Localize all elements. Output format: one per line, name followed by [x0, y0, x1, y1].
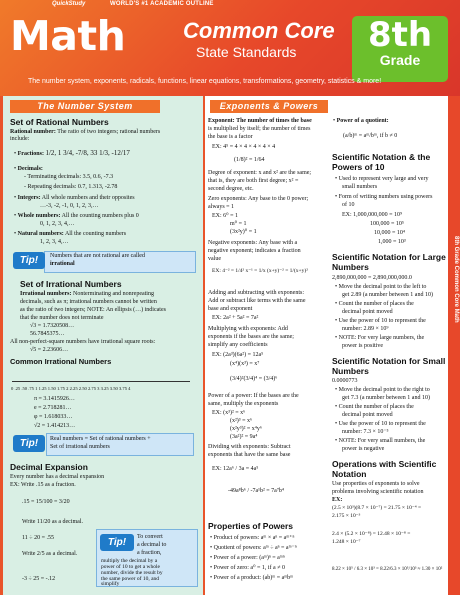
r-q1: • Power of a quotient: — [333, 118, 389, 124]
m-line-4: EX: 4⁵ = 4 × 4 × 4 × 4 × 4 — [212, 144, 276, 150]
pp-2-text: Quotient of powers: aᵐ ÷ aⁿ = aᵐ⁻ⁿ — [213, 545, 297, 551]
grade-number: 8th — [367, 15, 433, 55]
pp-4-text: Power of zero: a⁰ = 1, if a ≠ 0 — [213, 565, 286, 571]
m-line-3: the base is a factor — [208, 134, 253, 140]
sn-1: • Used to represent very large and very — [335, 176, 429, 182]
irr-list-1: π = 3.1415926… — [34, 396, 75, 402]
irr-term: Irrational numbers: — [20, 291, 72, 297]
m-line-36: EX: 12a⁶ / 3a = 4a⁵ — [212, 466, 259, 472]
integers-values: …-3, -2, -1, 0, 1, 2, 3,… — [40, 203, 99, 209]
irr-line-4: that the number does not terminate — [20, 315, 104, 321]
rational-def-text: The ratio of two integers; rational numbers — [57, 129, 161, 135]
m-line-23: exponents if the bases are the same; — [208, 334, 294, 340]
m-line-25: EX: (2a³)(6a²) = 12a⁵ — [212, 352, 264, 358]
r-q1-text: Power of a quotient: — [336, 118, 389, 124]
ln-8-text: NOTE: For very large numbers, the — [338, 335, 425, 341]
sm-4-text: Count the number of places the — [338, 404, 414, 410]
irr-line-5: √3 = 1.7320508… — [30, 323, 75, 329]
header-banner — [0, 0, 460, 96]
dec-line-3: .15 = 15/100 = 3/20 — [22, 499, 70, 505]
irr-text-1: Nonterminating and nonrepeating — [73, 291, 154, 297]
irr-line-3: as the ratio of two integers; NOTE: An ellipsis (…) indicates — [20, 307, 166, 313]
m-line-15: negative exponent; indicates a fraction — [208, 248, 301, 254]
whole-values: 0, 1, 2, 3, 4,… — [40, 221, 75, 227]
ln-3: get 2.89 (a number between 1 and 10) — [342, 292, 433, 298]
brand-tagline: WORLD'S #1 ACADEMIC OUTLINE — [110, 1, 214, 7]
numline-ticks: 0 .25 .50 .75 1 1.25 1.50 1.75 2 2.25 2.50 2.75 3 3.25 3.50 3.75 4 — [11, 386, 131, 391]
op-8: 8.22 × 10⁵ / 6.3 × 10³ = 8.22/6.3 × 10⁵/10³ ≈ 1.30 × 10² — [332, 567, 443, 572]
sm-8-text: NOTE: For very small numbers, the — [338, 438, 426, 444]
pp-line-4: • Power of zero: a⁰ = 1, if a ≠ 0 — [210, 565, 286, 571]
op-3: EX: — [332, 497, 343, 503]
integers-row: • Integers: All whole numbers and their opposites — [14, 195, 135, 201]
tip1-text-1: Numbers that are not rational are called — [50, 253, 145, 259]
m-line-6: Degree of exponent: x and x² are the same; — [208, 170, 312, 176]
irr-line-7: All non-perfect-square numbers have irrational square roots: — [10, 339, 156, 345]
op-title-1: Operations with Scientific — [332, 459, 437, 469]
whole-text: All the counting numbers plus 0 — [61, 213, 139, 219]
ln-8: • NOTE: For very large numbers, the — [335, 335, 425, 341]
decimals-row: • Decimals: — [14, 166, 43, 172]
fractions-values: 1/2, 1 3/4, -7/8, 33 1/3, -12/17 — [45, 149, 130, 157]
irr-line-1 — [20, 291, 154, 298]
ln-5: decimal point moved — [342, 309, 393, 315]
m-line-37: -49a⁸b⁶ / -7a¹b² = 7a⁷b⁴ — [228, 488, 285, 494]
decimals-label: Decimals: — [17, 166, 43, 172]
side-strip — [448, 96, 460, 595]
fractions-label: Fractions: — [17, 151, 44, 157]
sm-title-2: Numbers — [332, 366, 369, 376]
pp-1-text: Product of powers: aᵐ × aⁿ = aᵐ⁺ⁿ — [213, 535, 295, 541]
sm-4: • Count the number of places the — [335, 404, 414, 410]
sm-5: decimal point moved — [342, 412, 393, 418]
r-q2: (a/b)ᵐ = aᵐ/bᵐ, if b ≠ 0 — [343, 133, 398, 139]
tip3-line-8: simplify — [101, 581, 120, 587]
m-line-18: Adding and subtracting with exponents: — [208, 290, 304, 296]
sn-5: EX: 1,000,000,000 = 10⁹ — [342, 212, 403, 218]
tip3-line-6: number, divide the result by — [101, 570, 163, 576]
section-exponents: Exponents & Powers — [210, 100, 328, 113]
tip3-line-7: the same power of 10, and — [101, 576, 160, 582]
m-line-16: value — [208, 256, 221, 262]
natural-row: • Natural numbers: All the counting numbers — [14, 231, 127, 237]
tip1-text-2: irrational — [50, 261, 75, 267]
m-line-14: Negative exponents: Any base with a — [208, 240, 298, 246]
sm-3: get 7.3 (a number between 1 and 10) — [342, 395, 430, 401]
ln-2-text: Move the decimal point to the left to — [338, 284, 427, 290]
ln-1: 2,890,000,000 = 2,890,000,000.0 — [332, 275, 412, 281]
tip2-text-2: Set of irrational numbers — [50, 444, 110, 450]
grade-badge — [352, 16, 448, 82]
sn-8: 1,000 = 10³ — [378, 239, 406, 245]
sm-6: • Use the power of 10 to represent the — [335, 421, 426, 427]
integers-text: All whole numbers and their opposites — [41, 195, 135, 201]
integers-label: Integers: — [17, 195, 41, 201]
page-title: Math — [10, 12, 126, 60]
natural-values: 1, 2, 3, 4,… — [40, 239, 69, 245]
ln-9: power is positive — [342, 343, 383, 349]
tip3-line-1: To convert — [137, 534, 163, 540]
m-line-7: that is, they are both first degree; x² = — [208, 178, 299, 184]
op-5: 2.175 × 10⁻³ — [332, 513, 361, 519]
op-6: 2.4 × (5.2 × 10⁻⁸) = 12.48 × 10⁻⁸ = — [332, 531, 411, 537]
dec-line-2: EX: Write .15 as a fraction. — [10, 482, 76, 488]
dec-line-7: -3 ÷ 25 = -.12 — [22, 576, 56, 582]
dec-line-1: Every number has a decimal expansion — [10, 474, 105, 480]
sm-9: power is negative — [342, 446, 385, 452]
subtitle-state-standards: State Standards — [196, 44, 297, 60]
numline-title: Common Irrational Numbers — [10, 357, 112, 366]
ln-2: • Move the decimal point to the left to — [335, 284, 427, 290]
natural-text: All the counting numbers — [64, 231, 127, 237]
pp-line-5: • Power of a product: (ab)ᵐ = aᵐbᵐ — [210, 575, 294, 581]
m-line-28: Power of a power: If the bases are the — [208, 393, 299, 399]
op-2: problems involving scientific notation — [332, 489, 424, 495]
irr-list-2: e = 2.718281… — [34, 405, 72, 411]
whole-row: • Whole numbers: All the counting numbers plus 0 — [14, 213, 139, 219]
op-7: 1.248 × 10⁻⁷ — [332, 539, 361, 545]
m-line-11: EX: 6⁰ = 1 — [212, 213, 238, 219]
tip2-badge: Tip! — [13, 435, 45, 452]
m-line-32: (x²y³)² = x⁴y⁶ — [230, 426, 262, 432]
whole-label: Whole numbers: — [17, 213, 61, 219]
dec-line-6: Write 2/5 as a decimal. — [22, 551, 78, 557]
m-line-20: base and exponent — [208, 306, 253, 312]
properties-title: Properties of Powers — [208, 521, 294, 531]
sm-title-1: Scientific Notation for Small — [332, 356, 446, 366]
sm-1: 0.0000773 — [332, 378, 358, 384]
brand-logo: QuickStudy — [52, 1, 86, 7]
sn-3: • Form of writing numbers using powers — [335, 194, 433, 200]
sn-title-2: Powers of 10 — [332, 162, 385, 172]
rational-def-2: include: — [10, 136, 30, 142]
ln-title-1: Scientific Notation for Large — [332, 252, 446, 262]
side-strip-label: 8th Grade Common Core Math — [453, 236, 459, 323]
sn-4: of 10 — [342, 202, 355, 208]
m-line-8: second degree, etc. — [208, 186, 254, 192]
m-line-27: (3/4)²(3/4)⁴ = (3/4)⁶ — [230, 376, 278, 382]
m-line-19: Add or subtract like terms with the same — [208, 298, 306, 304]
tip3-badge: Tip! — [100, 534, 134, 551]
m-line-9: Zero exponents: Any base to the 0 power; — [208, 196, 309, 202]
rational-def-term: Rational number: — [10, 129, 56, 135]
tip3-line-4: multiply the decimal by a — [101, 558, 158, 564]
ln-title-2: Numbers — [332, 262, 369, 272]
pp-5-text: Power of a product: (ab)ᵐ = aᵐbᵐ — [213, 575, 294, 581]
m-line-31: (x²)³ = x⁶ — [230, 418, 253, 424]
ln-6: • Use the power of 10 to represent the — [335, 318, 426, 324]
m-line-34: Dividing with exponents: Subtract — [208, 444, 291, 450]
tip1-badge: Tip! — [13, 252, 45, 269]
sn-6: 100,000 = 10⁵ — [370, 221, 404, 227]
m-line-10: always = 1 — [208, 204, 235, 210]
number-line — [12, 381, 190, 382]
m-line-30: EX: (x³)² = x⁶ — [212, 410, 246, 416]
rep-decimals: - Repeating decimals: 0.7, 1.313, -2.78 — [24, 184, 118, 190]
tip2-text-1: Real numbers = Set of rational numbers + — [50, 436, 151, 442]
pp-line-2: • Quotient of powers: aᵐ ÷ aⁿ = aᵐ⁻ⁿ — [210, 545, 297, 551]
op-title-2: Notation — [332, 469, 367, 479]
m-line-29: same, multiply the exponents — [208, 401, 279, 407]
m-line-5: (1/8)² = 1/64 — [234, 157, 265, 163]
sm-2: • Move the decimal point to the right to — [335, 387, 430, 393]
sn-1-text: Used to represent very large and very — [338, 176, 429, 182]
irr-line-2: decimals, such as π; irrational numbers cannot be written — [20, 299, 157, 305]
m-line-1 — [208, 118, 312, 125]
pp-line-1: • Product of powers: aᵐ × aⁿ = aᵐ⁺ⁿ — [210, 535, 295, 541]
header-tagline: The number system, exponents, radicals, functions, linear equations, transformations, geometry, statistics & more! — [28, 78, 382, 85]
ln-4: • Count the number of places the — [335, 301, 414, 307]
irr-list-4: √2 = 1.414213… — [34, 423, 76, 429]
subtitle-common-core: Common Core — [183, 18, 335, 43]
sn-7: 10,000 = 10⁴ — [374, 230, 405, 236]
rational-title: Set of Rational Numbers — [10, 117, 109, 127]
rational-def — [10, 129, 160, 136]
section-number-system: The Number System — [10, 100, 160, 113]
m-line-17: EX: 4⁻² = 1/4² x⁻¹ = 1/x (x+y)⁻² = 1/(x+y)² — [212, 268, 308, 274]
irr-line-8: √5 = 2.23606… — [30, 347, 69, 353]
sm-6-text: Use the power of 10 to represent the — [338, 421, 426, 427]
sm-7: number: 7.3 × 10⁻⁵ — [342, 429, 389, 435]
dec-line-4: Write 11/20 as a decimal. — [22, 519, 84, 525]
m-line-26: (x⁴)(x³) = x⁷ — [230, 361, 260, 367]
dec-line-5: 11 ÷ 20 = .55 — [22, 535, 54, 541]
tip3-line-3: a fraction, — [137, 550, 162, 556]
grade-label: Grade — [379, 52, 421, 68]
op-4: (2.5 × 10³)(8.7 × 10⁻⁷) = 21.75 × 10⁻⁴ = — [332, 505, 422, 511]
m-line-13: (3x²y)⁰ = 1 — [230, 229, 257, 235]
m-line-2: is multiplied by itself; the number of times — [208, 126, 311, 132]
sn-2: small numbers — [342, 184, 378, 190]
tip3-line-2: a decimal to — [137, 542, 167, 548]
irrational-title: Set of Irrational Numbers — [20, 279, 122, 289]
irr-list-3: φ = 1.618033… — [34, 414, 73, 420]
ln-7: number: 2.89 × 10⁹ — [342, 326, 389, 332]
pp-3-text: Power of a power: (aᵐ)ⁿ = aᵐⁿ — [213, 555, 285, 561]
sm-2-text: Move the decimal point to the right to — [338, 387, 430, 393]
decimal-expansion-title: Decimal Expansion — [10, 462, 88, 472]
fractions-row: • Fractions: 1/2, 1 3/4, -7/8, 33 1/3, -12/17 — [14, 149, 130, 157]
m-line-1-text: Exponent: The number of times the base — [208, 118, 312, 124]
irr-line-6: 56.7845375… — [30, 331, 65, 337]
term-decimals: - Terminating decimals: 3.5, 0.6, -7.3 — [24, 174, 114, 180]
ln-4-text: Count the number of places the — [338, 301, 414, 307]
m-line-12: m⁰ = 1 — [230, 221, 247, 227]
op-1: Use properties of exponents to solve — [332, 481, 420, 487]
m-line-33: (3a²)² = 9a⁴ — [230, 434, 258, 440]
tip3-line-5: power of 10 to get a whole — [101, 564, 160, 570]
sm-8: • NOTE: For very small numbers, the — [335, 438, 426, 444]
natural-label: Natural numbers: — [17, 231, 64, 237]
m-line-22: Multiplying with exponents: Add — [208, 326, 288, 332]
sn-title-1: Scientific Notation & the — [332, 152, 431, 162]
pp-line-3: • Power of a power: (aᵐ)ⁿ = aᵐⁿ — [210, 555, 285, 561]
ln-6-text: Use the power of 10 to represent the — [338, 318, 426, 324]
m-line-24: simplify any coefficients — [208, 342, 268, 348]
sn-3-text: Form of writing numbers using powers — [338, 194, 433, 200]
m-line-21: EX: 2a² + 5a² = 7a² — [212, 315, 259, 321]
m-line-35: exponents that have the same base — [208, 452, 291, 458]
